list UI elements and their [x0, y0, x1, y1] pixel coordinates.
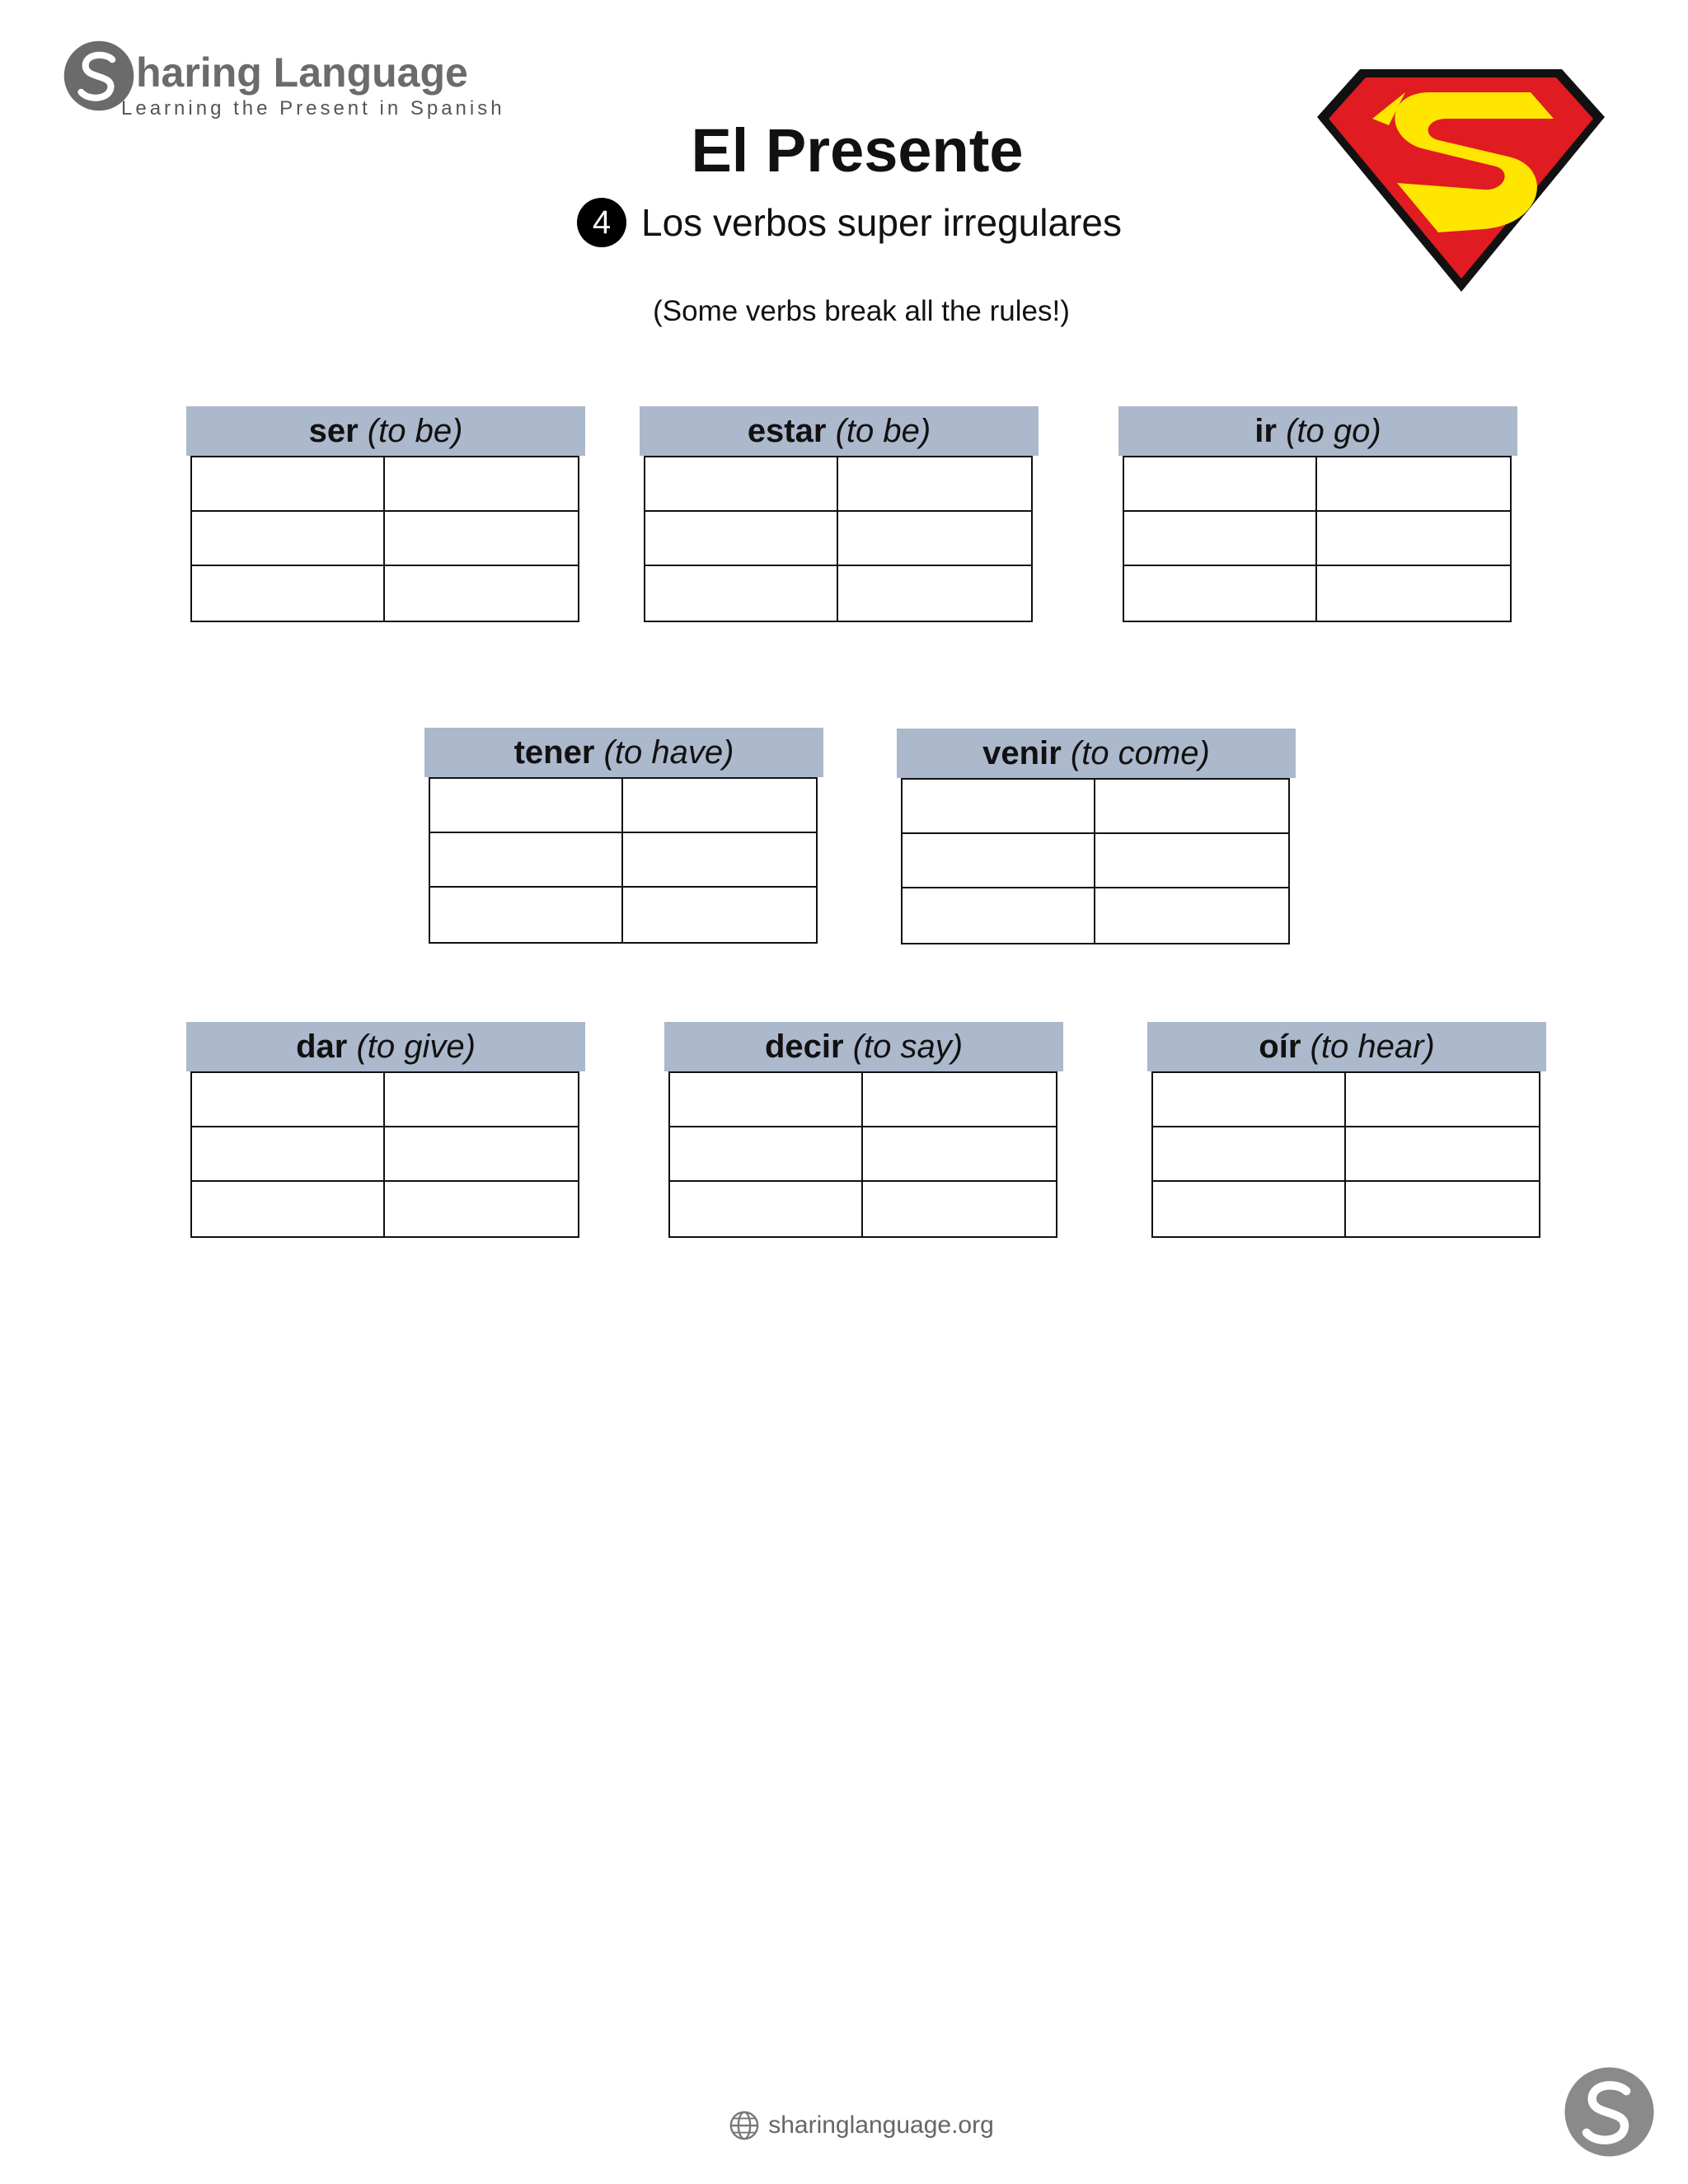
verb-table-estar — [640, 406, 1039, 622]
conjugation-cell[interactable] — [1346, 1127, 1539, 1182]
verb-name: oír — [1259, 1029, 1301, 1065]
conjugation-cell[interactable] — [385, 566, 578, 621]
verb-name: ser — [308, 413, 359, 449]
conjugation-cell[interactable] — [1153, 1073, 1346, 1127]
verb-gloss: (to go) — [1286, 413, 1381, 449]
conjugation-cell[interactable] — [192, 1182, 385, 1236]
verb-table-ser — [186, 406, 585, 622]
conjugation-cell[interactable] — [1095, 834, 1288, 888]
conjugation-cell[interactable] — [863, 1182, 1056, 1236]
verb-header — [186, 1022, 585, 1071]
conjugation-cell[interactable] — [670, 1182, 863, 1236]
conjugation-cell[interactable] — [623, 833, 816, 888]
verb-name: estar — [747, 413, 827, 449]
conjugation-cell[interactable] — [385, 457, 578, 512]
conjugation-grid — [190, 1071, 579, 1238]
conjugation-cell[interactable] — [838, 512, 1031, 566]
conjugation-cell[interactable] — [1095, 888, 1288, 943]
globe-icon — [729, 2110, 760, 2141]
logo-name: haring Language — [136, 49, 468, 96]
conjugation-cell[interactable] — [645, 512, 838, 566]
conjugation-cell[interactable] — [863, 1127, 1056, 1182]
conjugation-cell[interactable] — [430, 779, 623, 833]
conjugation-cell[interactable] — [1124, 457, 1317, 512]
verb-name: dar — [296, 1029, 348, 1065]
conjugation-cell[interactable] — [1124, 512, 1317, 566]
verb-table-ir — [1118, 406, 1517, 622]
conjugation-cell[interactable] — [1317, 512, 1510, 566]
conjugation-cell[interactable] — [385, 1182, 578, 1236]
subtitle-text: Los verbos super irregulares — [641, 201, 1122, 244]
conjugation-cell[interactable] — [838, 457, 1031, 512]
verb-name: tener — [513, 734, 595, 771]
sharing-language-logo — [62, 37, 505, 128]
conjugation-cell[interactable] — [1095, 780, 1288, 834]
conjugation-grid — [901, 778, 1290, 944]
verb-gloss: (to be) — [367, 413, 463, 449]
conjugation-cell[interactable] — [430, 888, 623, 942]
conjugation-cell[interactable] — [192, 1127, 385, 1182]
conjugation-cell[interactable] — [863, 1073, 1056, 1127]
conjugation-grid — [190, 456, 579, 622]
conjugation-cell[interactable] — [623, 888, 816, 942]
verb-header — [664, 1022, 1063, 1071]
conjugation-cell[interactable] — [645, 457, 838, 512]
conjugation-grid — [1123, 456, 1512, 622]
conjugation-cell[interactable] — [385, 1073, 578, 1127]
conjugation-cell[interactable] — [1346, 1182, 1539, 1236]
verb-gloss: (to give) — [356, 1029, 476, 1065]
verb-header — [1147, 1022, 1546, 1071]
verb-header — [186, 406, 585, 456]
conjugation-grid — [429, 777, 818, 944]
verb-gloss: (to come) — [1070, 735, 1210, 771]
superman-emblem-icon — [1306, 59, 1615, 298]
verb-table-tener — [424, 728, 823, 944]
verb-gloss: (to have) — [603, 734, 734, 771]
conjugation-cell[interactable] — [192, 512, 385, 566]
conjugation-cell[interactable] — [903, 780, 1095, 834]
verb-name: decir — [764, 1029, 844, 1065]
conjugation-cell[interactable] — [430, 833, 623, 888]
conjugation-cell[interactable] — [645, 566, 838, 621]
conjugation-cell[interactable] — [670, 1127, 863, 1182]
instruction-note: (Some verbs break all the rules!) — [653, 295, 1070, 327]
conjugation-cell[interactable] — [385, 512, 578, 566]
verb-gloss: (to hear) — [1310, 1029, 1435, 1065]
section-number-badge: 4 — [577, 198, 626, 247]
verb-gloss: (to be) — [835, 413, 931, 449]
conjugation-cell[interactable] — [623, 779, 816, 833]
conjugation-grid — [644, 456, 1033, 622]
conjugation-cell[interactable] — [192, 457, 385, 512]
conjugation-cell[interactable] — [385, 1127, 578, 1182]
verb-table-dar — [186, 1022, 585, 1238]
conjugation-cell[interactable] — [192, 1073, 385, 1127]
verb-table-decir — [664, 1022, 1063, 1238]
conjugation-cell[interactable] — [1317, 566, 1510, 621]
conjugation-cell[interactable] — [1346, 1073, 1539, 1127]
conjugation-cell[interactable] — [1124, 566, 1317, 621]
corner-s-logo-icon — [1562, 2064, 1657, 2159]
conjugation-cell[interactable] — [903, 888, 1095, 943]
conjugation-grid — [668, 1071, 1057, 1238]
conjugation-cell[interactable] — [903, 834, 1095, 888]
conjugation-cell[interactable] — [1153, 1182, 1346, 1236]
conjugation-cell[interactable] — [838, 566, 1031, 621]
conjugation-grid — [1151, 1071, 1540, 1238]
verb-name: ir — [1254, 413, 1277, 449]
conjugation-cell[interactable] — [1153, 1127, 1346, 1182]
website-link[interactable]: sharinglanguage.org — [768, 2111, 994, 2139]
page-title: El Presente — [691, 116, 1024, 185]
verb-table-oir — [1147, 1022, 1546, 1238]
verb-name: venir — [982, 735, 1062, 771]
verb-table-venir — [897, 729, 1296, 944]
verb-gloss: (to say) — [852, 1029, 964, 1065]
footer — [0, 2110, 1688, 2141]
verb-header — [640, 406, 1039, 456]
conjugation-cell[interactable] — [670, 1073, 863, 1127]
verb-header — [897, 729, 1296, 778]
conjugation-cell[interactable] — [192, 566, 385, 621]
verb-header — [1118, 406, 1517, 456]
section-subtitle — [577, 198, 1122, 247]
verb-header — [424, 728, 823, 777]
logo-tagline: Learning the Present in Spanish — [121, 97, 505, 120]
conjugation-cell[interactable] — [1317, 457, 1510, 512]
